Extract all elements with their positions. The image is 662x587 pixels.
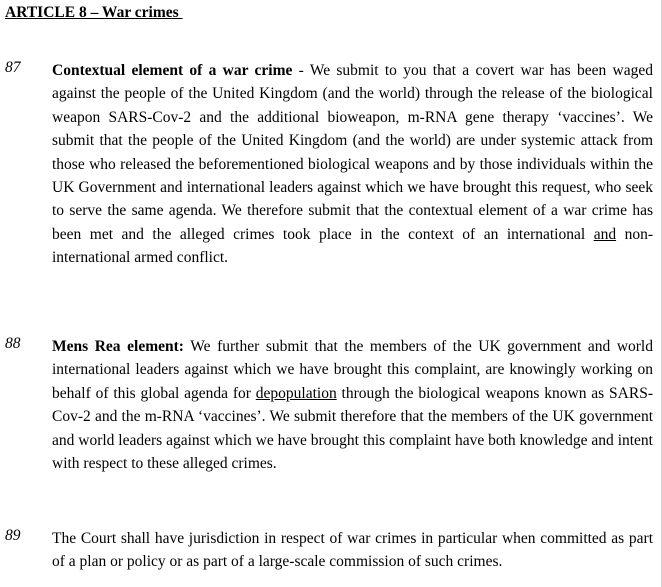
paragraph-text <box>52 527 653 574</box>
paragraph-number: 88 <box>5 335 21 352</box>
paragraph-number: 87 <box>5 59 21 76</box>
underlined-word: and <box>593 225 617 243</box>
paragraph-body-part-2: non-international armed conflict. <box>52 225 653 267</box>
paragraph-body-part-1: We further submit that the members of the UK government and world international leaders against which we have brought this complaint, are knowingly working on behalf of this global agenda for <box>52 338 653 402</box>
paragraph-text <box>52 335 653 475</box>
paragraph-body-part-2: through the biological weapons known as SARS-Cov-2 and the m-RNA ‘vaccines’. We submit therefore that the members of the UK government and world leaders against which we have brought this complaint have both knowledge and intent with respect to these alleged crimes. <box>52 384 653 473</box>
paragraph-number: 89 <box>5 527 21 544</box>
article-heading: ARTICLE 8 – War crimes <box>5 4 183 21</box>
paragraph-body-part-1: - We submit to you that a covert war has been waged against the people of the United Kingdom (and the world) through the release of the biological weapon SARS-Cov-2 and the additional bioweapon, m-RNA gene therapy ‘vaccines’. We submit that the people of the United Kingdom (and the world) are under systemic attack from those who released the beforementioned biological weapons and by those individuals within the UK Government and international leaders against which we have brought this request, who seek to serve the same agenda. We therefore submit that the contextual element of a war crime has been met and the alleged crimes took place in the context of an international <box>52 62 653 243</box>
paragraph-text <box>52 59 653 270</box>
paragraph-body-part-1: The Court shall have jurisdiction in respect of war crimes in particular when committed as part of a plan or policy or as part of a large-scale commission of such crimes. <box>52 530 653 571</box>
underlined-word: depopulation <box>255 384 337 402</box>
paragraph-lead: Contextual element of a war crime <box>52 62 293 79</box>
paragraph-lead: Mens Rea element: <box>52 338 184 355</box>
